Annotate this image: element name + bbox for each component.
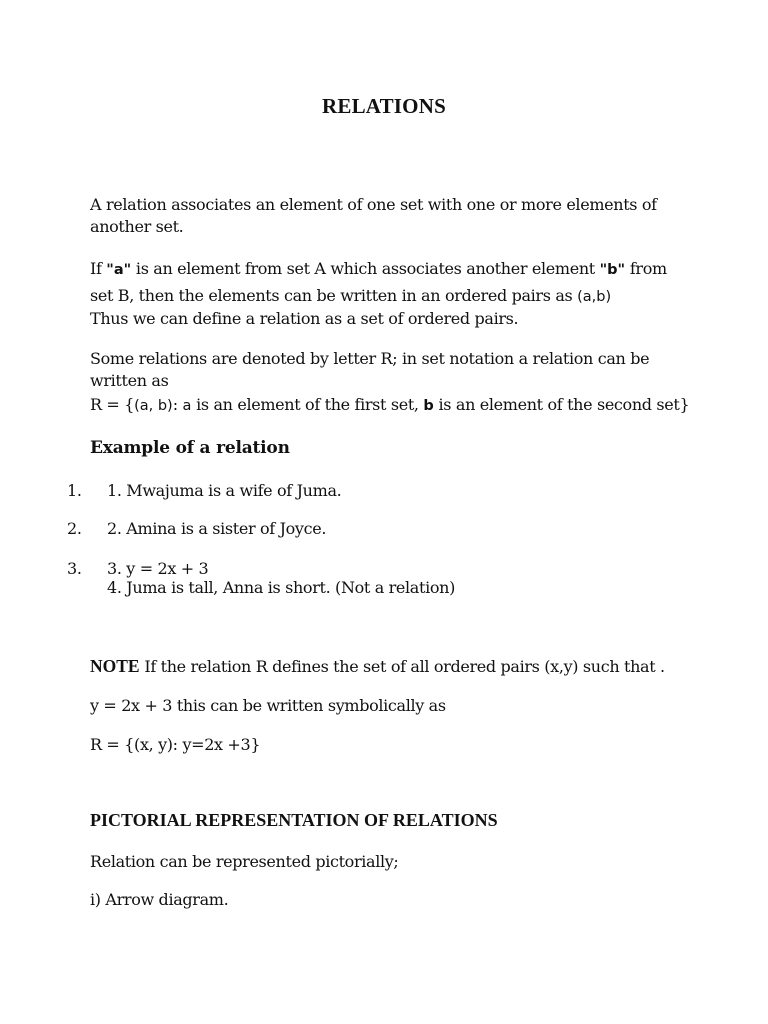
set-notation-intro: Some relations are denoted by letter R; in set notation a relation can be written as xyxy=(90,349,650,390)
note-set-notation: R = {(x, y): y=2x +3} xyxy=(90,735,261,754)
note-equation-line: y = 2x + 3 this can be written symbolically as xyxy=(90,696,446,715)
list-number: 3. xyxy=(67,559,82,578)
set-notation-definition: R = {(a, b): a is an element of the first set, b is an element of the second set} xyxy=(90,395,690,414)
set-notation-paragraph xyxy=(90,348,690,417)
ordered-pair-line-2: set B, then the elements can be written in an ordered pairs as (a,b) xyxy=(90,286,612,305)
element-a-label: "a" xyxy=(106,262,132,278)
ordered-pair-line-1: If "a" is an element from set A which associates another element "b" from xyxy=(90,259,667,278)
list-number: 1. xyxy=(67,481,82,500)
element-b-label: "b" xyxy=(599,262,626,278)
example-heading: Example of a relation xyxy=(90,438,290,458)
list-number: 2. xyxy=(67,519,82,538)
pictorial-heading: PICTORIAL REPRESENTATION OF RELATIONS xyxy=(90,810,498,830)
list-item-text: 4. Juma is tall, Anna is short. (Not a relation) xyxy=(107,578,455,597)
page-title: RELATIONS xyxy=(322,94,446,118)
list-item-text: 2. Amina is a sister of Joyce. xyxy=(107,519,327,538)
note-paragraph: NOTE If the relation R defines the set of all ordered pairs (x,y) such that . xyxy=(90,656,665,676)
ordered-pair-line-3: Thus we can define a relation as a set of ordered pairs. xyxy=(90,309,519,328)
ordered-pair-paragraph xyxy=(90,256,710,330)
list-item-text: 1. Mwajuma is a wife of Juma. xyxy=(107,481,342,500)
ordered-pair-notation: (a,b) xyxy=(577,289,612,305)
note-label: NOTE xyxy=(90,656,140,676)
pictorial-intro: Relation can be represented pictorially; xyxy=(90,852,399,871)
intro-paragraph: A relation associates an element of one set with one or more elements of another set. xyxy=(90,195,657,236)
arrow-diagram-label: i) Arrow diagram. xyxy=(90,890,229,909)
list-item-text: 3. y = 2x + 3 xyxy=(107,559,209,578)
